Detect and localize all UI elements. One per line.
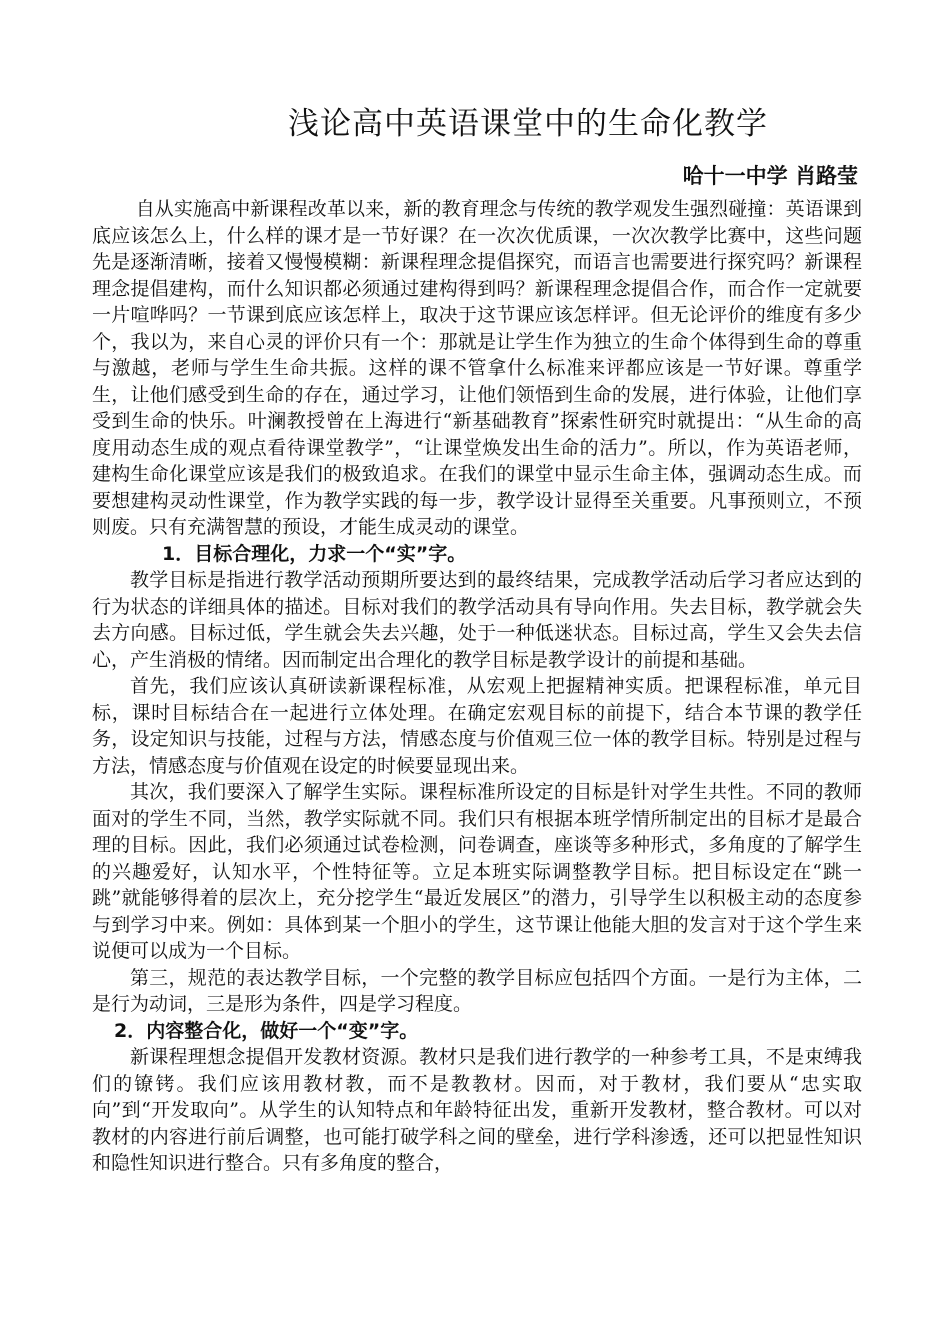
body-paragraph: 第三，规范的表达教学目标，一个完整的教学目标应包括四个方面。一是行为主体，二是行为动词，三是形为条件，四是学习程度。: [92, 966, 862, 1015]
intro-paragraph: 自从实施高中新课程改革以来，新的教育理念与传统的教学观发生强烈碰撞：英语课到底应该怎么上，什么样的课才是一节好课？在一次次优质课，一次次教学比赛中，这些问题先是逐渐清晰，接着又慢慢模糊：新课程理念提倡探究，而语言也需要进行探究吗？新课程理念提倡建构，而什么知识都必须通过建构得到吗？新课程理念提倡合作，而合作一定就要一片喧哗吗？一节课到底应该怎样上，取决于这节课应该怎样评。但无论评价的维度有多少个，我以为，来自心灵的评价只有一个：那就是让学生作为独立的生命个体得到生命的尊重与激越，老师与学生生命共振。这样的课不管拿什么标准来评都应该是一节好课。尊重学生，让他们感受到生命的存在，通过学习，让他们领悟到生命的发展，进行体验，让他们享受到生命的快乐。叶澜教授曾在上海进行“新基础教育”探索性研究时就提出：“从生命的高度用动态生成的观点看待课堂教学”，“让课堂焕发出生命的活力”。所以，作为英语老师，建构生命化课堂应该是我们的极致追求。在我们的课堂中显示生命主体，强调动态生成。而要想建构灵动性课堂，作为教学实践的每一步，教学设计显得至关重要。凡事预则立，不预则废。只有充满智慧的预设，才能生成灵动的课堂。: [92, 198, 862, 538]
body-paragraph: 教学目标是指进行教学活动预期所要达到的最终结果，完成教学活动后学习者应达到的行为状态的详细具体的描述。目标对我们的教学活动具有导向作用。失去目标，教学就会失去方向感。目标过低，学生就会失去兴趣，处于一种低迷状态。目标过高，学生又会失去信心，产生消极的情绪。因而制定出合理化的教学目标是教学设计的前提和基础。: [92, 569, 862, 671]
section-heading-2: 2．内容整合化，做好一个“变”字。: [114, 1019, 419, 1042]
body-paragraph: 新课程理想念提倡开发教材资源。教材只是我们进行教学的一种参考工具，不是束缚我们的镣铐。我们应该用教材教，而不是教教材。因而，对于教材，我们要从“忠实取向”到“开发取向”。从学生的认知特点和年龄特征出发，重新开发教材，整合教材。可以对教材的内容进行前后调整，也可能打破学科之间的壁垒，进行学科渗透，还可以把显性知识和隐性知识进行整合。只有多角度的整合，: [92, 1046, 862, 1174]
author-line: 哈十一中学 肖路莹: [682, 164, 858, 188]
document-body: [92, 196, 862, 1177]
section-heading-1: 1．目标合理化，力求一个“实”字。: [162, 542, 467, 565]
body-paragraph: 其次，我们要深入了解学生实际。课程标准所设定的目标是针对学生共性。不同的教师面对的学生不同，当然，教学实际就不同。我们只有根据本班学情所制定出的目标才是最合理的目标。因此，我们必须通过试卷检测，问卷调查，座谈等多种形式，多角度的了解学生的兴趣爱好，认知水平，个性特征等。立足本班实际调整教学目标。把目标设定在“跳一跳”就能够得着的层次上，充分挖学生“最近发展区”的潜力，引导学生以积极主动的态度参与到学习中来。例如：具体到某一个胆小的学生，这节课让他能大胆的发言对于这个学生来说便可以成为一个目标。: [92, 781, 862, 962]
document-title: 浅论高中英语课堂中的生命化教学: [288, 106, 768, 142]
body-paragraph: 首先，我们应该认真研读新课程标准，从宏观上把握精神实质。把课程标准，单元目标，课时目标结合在一起进行立体处理。在确定宏观目标的前提下，结合本节课的教学任务，设定知识与技能，过程与方法，情感态度与价值观三位一体的教学目标。特别是过程与方法，情感态度与价值观在设定的时候要显现出来。: [92, 675, 862, 777]
